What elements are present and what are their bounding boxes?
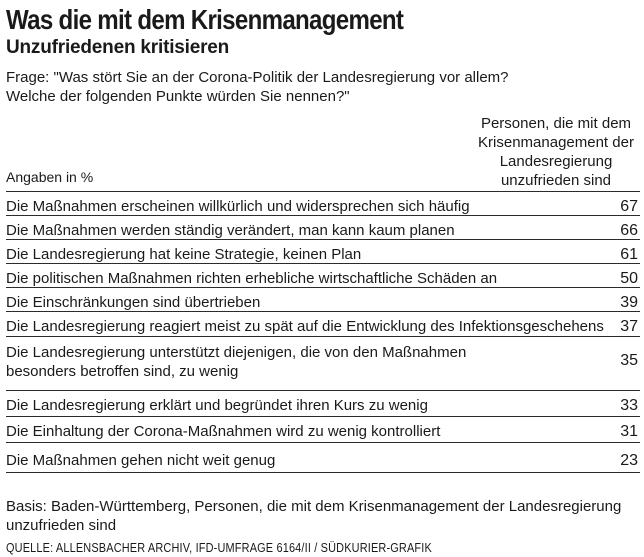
table-row (6, 191, 640, 215)
row-value: 39 (620, 294, 638, 311)
table-body (6, 191, 640, 473)
row-value: 23 (620, 452, 638, 469)
source-note: QUELLE: ALLENSBACHER ARCHIV, IFD-UMFRAGE 6164/II / SÜDKURIER-GRAFIK (6, 540, 432, 555)
chart-title: Was die mit dem Krisenmanagement (6, 4, 404, 35)
table-row (6, 442, 640, 472)
row-label: Die Maßnahmen erscheinen willkürlich und widersprechen sich häufig (6, 198, 470, 215)
table-row (6, 239, 640, 263)
unit-label: Angaben in % (6, 169, 94, 185)
row-label: Die Landesregierung reagiert meist zu spät auf die Entwicklung des Infektionsgeschehens (6, 318, 604, 335)
table-row (6, 287, 640, 311)
row-value: 35 (620, 352, 638, 369)
row-label: Die Einschränkungen sind übertrieben (6, 294, 261, 311)
table-row (6, 311, 640, 336)
row-label: Die Maßnahmen gehen nicht weit genug (6, 452, 276, 469)
survey-question: Frage: "Was stört Sie an der Corona-Politik der Landesregierung vor allem? Welche der folgenden Punkte würden Sie nennen?" (6, 69, 509, 105)
row-label: Die politischen Maßnahmen richten erhebliche wirtschaftliche Schäden an (6, 270, 498, 287)
table-row (6, 215, 640, 239)
basis-note: Basis: Baden-Württemberg, Personen, die mit dem Krisenmanagement der Landesregierung unzufrieden sind (6, 498, 622, 534)
row-value: 50 (620, 270, 638, 287)
row-value: 33 (620, 397, 638, 414)
row-label: Die Landesregierung hat keine Strategie, keinen Plan (6, 246, 362, 263)
row-value: 61 (620, 246, 638, 263)
row-label: Die Einhaltung der Corona-Maßnahmen wird zu wenig kontrolliert (6, 423, 441, 440)
row-label: Die Maßnahmen werden ständig verändert, man kann kaum planen (6, 222, 455, 239)
row-value: 66 (620, 222, 638, 239)
row-value: 37 (620, 318, 638, 335)
table-row (6, 416, 640, 442)
row-value: 67 (620, 198, 638, 215)
table-row (6, 263, 640, 287)
chart-subtitle: Unzufriedenen kritisieren (6, 37, 230, 58)
table-row (6, 336, 640, 390)
row-value: 31 (620, 423, 638, 440)
row-label: Die Landesregierung unterstützt diejenigen, die von den Maßnahmen besonders betroffen sind, zu wenig (6, 344, 467, 380)
column-header: Personen, die mit dem Krisenmanagement der Landesregierung unzufrieden sind (478, 115, 634, 189)
row-label: Die Landesregierung erklärt und begründet ihren Kurs zu wenig (6, 397, 428, 414)
table-row (6, 390, 640, 416)
table-bottom-rule (6, 472, 640, 473)
